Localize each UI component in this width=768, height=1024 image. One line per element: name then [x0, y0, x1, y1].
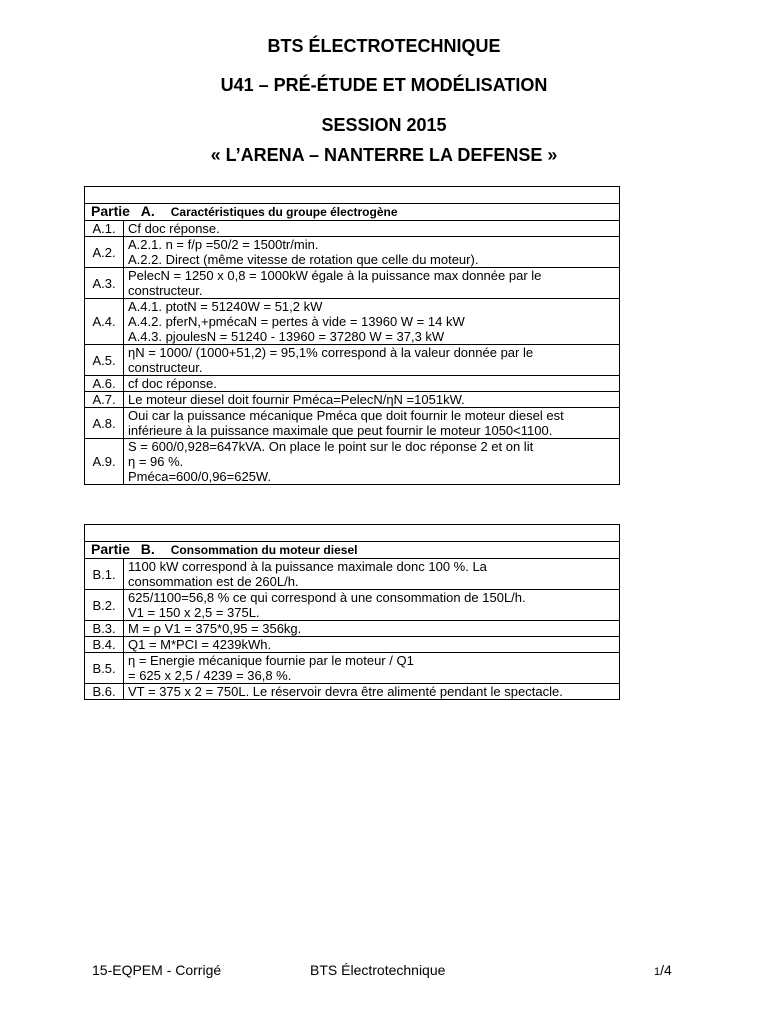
question-code: B.6. [85, 684, 124, 700]
answer-line: A.2.1. n = f/p =50/2 = 1500tr/min. [128, 237, 319, 252]
answer-row [85, 221, 620, 237]
question-code: A.8. [85, 408, 124, 439]
question-code: A.2. [85, 237, 124, 268]
answer-line: V1 = 150 x 2,5 = 375L. [128, 605, 260, 620]
answer-line: = 625 x 2,5 / 4239 = 36,8 %. [128, 668, 292, 683]
footer-title: BTS Électrotechnique [310, 962, 446, 978]
answer-row [85, 684, 620, 700]
partie-word: Partie [91, 203, 130, 219]
question-code: A.9. [85, 439, 124, 485]
question-code: B.3. [85, 621, 124, 637]
answer-line: A.4.2. pferN,+pmécaN = pertes à vide = 13960 W = 14 kW [128, 314, 465, 329]
answer-text [124, 590, 620, 621]
answer-text [124, 268, 620, 299]
answer-text [124, 408, 620, 439]
answer-line: Q1 = M*PCI = 4239kWh. [128, 637, 272, 652]
answer-row [85, 299, 620, 345]
answer-line: Pméca=600/0,96=625W. [128, 469, 272, 484]
answer-text [124, 653, 620, 684]
answer-row [85, 653, 620, 684]
question-code: B.4. [85, 637, 124, 653]
answer-line: Oui car la puissance mécanique Pméca que doit fournir le moteur diesel est [128, 408, 564, 423]
answer-text [124, 439, 620, 485]
answer-line: 625/1100=56,8 % ce qui correspond à une consommation de 150L/h. [128, 590, 526, 605]
answer-line: PelecN = 1250 x 0,8 = 1000kW égale à la puissance max donnée par le [128, 268, 542, 283]
answer-row [85, 237, 620, 268]
answer-line: inférieure à la puissance maximale que peut fournir le moteur 1050<1100. [128, 423, 553, 438]
answer-row [85, 439, 620, 485]
partie-letter: A. [140, 203, 155, 219]
page-total: /4 [660, 962, 672, 978]
answer-text [124, 684, 620, 700]
answer-text [124, 559, 620, 590]
question-code: A.7. [85, 392, 124, 408]
answer-line: constructeur. [128, 283, 203, 298]
answer-text [124, 392, 620, 408]
answer-line: ηN = 1000/ (1000+51,2) = 95,1% correspond à la valeur donnée par le [128, 345, 534, 360]
answer-text [124, 221, 620, 237]
blank-row [85, 525, 620, 542]
answer-line: constructeur. [128, 360, 203, 375]
header-subject: « L’ARENA – NANTERRE LA DEFENSE » [210, 145, 558, 165]
blank-row [85, 187, 620, 204]
answer-line: M = ρ V1 = 375*0,95 = 356kg. [128, 621, 302, 636]
answer-row [85, 376, 620, 392]
partie-title: Consommation du moteur diesel [170, 543, 358, 557]
answer-row [85, 637, 620, 653]
partie-letter: B. [140, 541, 155, 557]
answer-row [85, 621, 620, 637]
question-code: A.1. [85, 221, 124, 237]
answer-line: 1100 kW correspond à la puissance maximale donc 100 %. La [128, 559, 487, 574]
answer-line: A.4.3. pjoulesN = 51240 - 13960 = 37280 W = 37,3 kW [128, 329, 445, 344]
header-session: SESSION 2015 [321, 115, 447, 135]
header-unit: U41 – PRÉ-ÉTUDE ET MODÉLISATION [220, 75, 548, 95]
answer-row [85, 392, 620, 408]
answer-line: η = 96 %. [128, 454, 184, 469]
question-code: B.1. [85, 559, 124, 590]
answer-line: consommation est de 260L/h. [128, 574, 299, 589]
footer-reference: 15-EQPEM - Corrigé [92, 962, 222, 978]
question-code: A.4. [85, 299, 124, 345]
answer-text [124, 237, 620, 268]
page-current: 1 [654, 966, 661, 978]
answer-row [85, 559, 620, 590]
question-code: A.6. [85, 376, 124, 392]
answer-line: η = Energie mécanique fournie par le moteur / Q1 [128, 653, 414, 668]
answer-line: S = 600/0,928=647kVA. On place le point sur le doc réponse 2 et on lit [128, 439, 534, 454]
partie-a-heading [85, 204, 620, 221]
answer-line: A.2.2. Direct (même vitesse de rotation que celle du moteur). [128, 252, 479, 267]
partie-b-table [84, 524, 620, 700]
answer-line: A.4.1. ptotN = 51240W = 51,2 kW [128, 299, 323, 314]
answer-row [85, 590, 620, 621]
answer-text [124, 637, 620, 653]
answer-line: Le moteur diesel doit fournir Pméca=PelecN/ηN =1051kW. [128, 392, 465, 407]
answer-row [85, 408, 620, 439]
header-title: BTS ÉLECTROTECHNIQUE [267, 36, 501, 56]
question-code: A.3. [85, 268, 124, 299]
partie-word: Partie [91, 541, 130, 557]
answer-row [85, 268, 620, 299]
footer-page-number [654, 962, 672, 978]
answer-line: cf doc réponse. [128, 376, 217, 391]
answer-text [124, 299, 620, 345]
answer-line: Cf doc réponse. [128, 221, 220, 236]
question-code: A.5. [85, 345, 124, 376]
partie-b-heading [85, 542, 620, 559]
answer-text [124, 345, 620, 376]
question-code: B.2. [85, 590, 124, 621]
answer-row [85, 345, 620, 376]
partie-title: Caractéristiques du groupe électrogène [170, 205, 398, 219]
answer-text [124, 621, 620, 637]
question-code: B.5. [85, 653, 124, 684]
answer-text [124, 376, 620, 392]
partie-a-table [84, 186, 620, 485]
answer-line: VT = 375 x 2 = 750L. Le réservoir devra être alimenté pendant le spectacle. [128, 684, 563, 699]
